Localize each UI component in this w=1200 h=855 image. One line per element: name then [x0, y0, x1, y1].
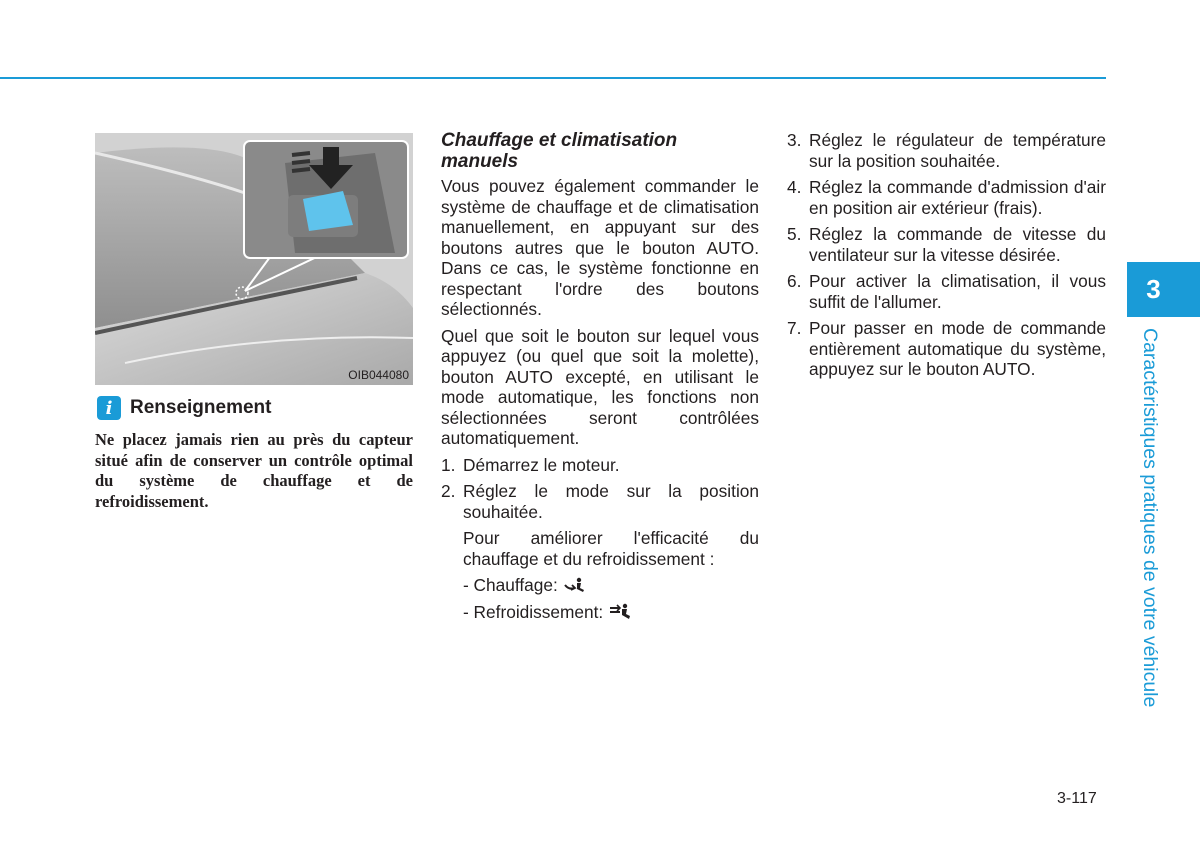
list-item: 5. Réglez la commande de vitesse du ventilateur sur la vitesse désirée.	[787, 224, 1106, 265]
section-para-1: Vous pouvez également commander le système de chauffage et de climatisation manuellement, en appuyant sur des boutons autres que le bouton AUTO. Dans ce cas, le système fonctionne en respectant l'ordre des boutons sélectionnés.	[441, 176, 759, 319]
chapter-title-vertical	[1137, 328, 1163, 710]
list-item: 4. Réglez la commande d'admission d'air en position air extérieur (frais).	[787, 177, 1106, 218]
step-note: Pour améliorer l'efficacité du chauffage et du refroidissement :	[463, 528, 759, 569]
floor-vent-icon	[564, 577, 586, 593]
section-title: Chauffage et climatisation manuels	[441, 130, 678, 172]
heat-mode-item: - Chauffage:	[441, 575, 759, 596]
section-para-2: Quel que soit le bouton sur lequel vous appuyez (ou quel que soit la molette), bouton AUTO excepté, en utilisant le mode automatique, les fonctions non sélectionnées seront contrôlées automatiquement.	[441, 325, 759, 448]
header-rule	[0, 77, 1106, 79]
manual-section	[441, 130, 759, 628]
face-vent-icon	[609, 603, 631, 621]
steps-continued	[787, 130, 1106, 386]
sensor-location-figure	[95, 133, 413, 385]
page-number: 3-117	[1057, 790, 1097, 807]
list-item: 3. Réglez le régulateur de température sur la position souhaitée.	[787, 130, 1106, 171]
chapter-number-tab: 3	[1127, 262, 1200, 317]
info-header	[97, 396, 271, 420]
figure-code: OIB044080	[348, 368, 409, 382]
list-item: 2. Réglez le mode sur la position souhaitée.	[441, 481, 759, 522]
info-icon: i	[97, 396, 121, 420]
info-text: Ne placez jamais rien au près du capteur situé afin de conserver un contrôle optimal du système de chauffage et de refroidissement.	[95, 430, 413, 511]
list-item: 7. Pour passer en mode de commande entièrement automatique du système, appuyez sur le bouton AUTO.	[787, 318, 1106, 379]
info-title: Renseignement	[130, 397, 272, 418]
cool-mode-item: - Refroidissement:	[441, 602, 759, 623]
list-item: 6. Pour activer la climatisation, il vous suffit de l'allumer.	[787, 271, 1106, 312]
list-item: 1. Démarrez le moteur.	[441, 454, 620, 475]
windshield-illustration	[95, 133, 413, 385]
chapter-title: Caractéristiques pratiques de votre véhicule	[1139, 328, 1161, 708]
